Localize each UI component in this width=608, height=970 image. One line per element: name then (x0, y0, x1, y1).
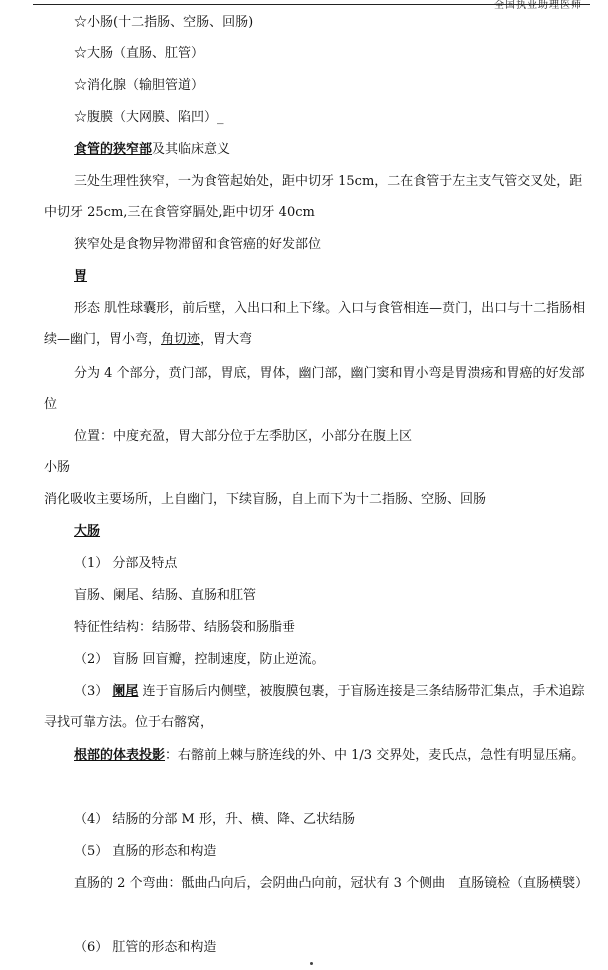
text-line: 狭窄处是食物异物滞留和食管癌的好发部位 (74, 237, 322, 252)
text-line: （5） 直肠的形态和构造 (74, 844, 217, 859)
text-line: （6） 肛管的形态和构造 (74, 940, 217, 955)
paragraph: 直肠的 2 个弯曲：骶曲凸向后，会阴曲凸向前，冠状有 3 个侧曲 直肠镜检（直肠横襞） (74, 876, 589, 891)
heading-bold: 大肠 (74, 524, 101, 539)
paragraph: 三处生理性狭窄，一为食管起始处，距中切牙 15cm，二在食管于左主支气管交叉处，距中切牙 25cm,三在食管穿膈处,距中切牙 40cm (44, 174, 583, 220)
footer-dot (310, 962, 313, 965)
paragraph: 根部的体表投影：右髂前上棘与脐连线的外、中 1/3 交界处，麦氏点，急性有明显压痛。 (74, 748, 585, 763)
section-heading (44, 134, 608, 165)
heading-bold: 食管的狭窄部 (74, 142, 153, 157)
underlined-term: 阑尾 (112, 684, 139, 699)
header-text: 全国执业助理医师 (494, 0, 582, 11)
section-heading (44, 516, 608, 547)
text-line: （4） 结肠的分部 M 形，升、横、降、乙状结肠 (74, 812, 355, 827)
heading-bold: 根部的体表投影 (74, 748, 166, 763)
text-line: ☆大肠（直肠、肛管） (74, 46, 205, 61)
text-line: ☆消化腺（输胆管道） (74, 78, 205, 93)
underlined-term: 角切迹 (161, 332, 201, 347)
text-line: 消化吸收主要场所，上自幽门，下续盲肠，自上而下为十二指肠、空肠、回肠 (44, 492, 487, 507)
text-line: 盲肠、阑尾、结肠、直肠和肛管 (74, 588, 257, 603)
heading-bold: 胃 (74, 269, 88, 284)
heading-rest: 及其临床意义 (152, 142, 231, 157)
text-line: 位置：中度充盈，胃大部分位于左季肋区，小部分在腹上区 (74, 429, 413, 444)
paragraph: （3） 阑尾 连于盲肠后内侧壁，被腹膜包裹，于盲肠连接是三条结肠带汇集点，手术追踪寻找可靠方法。位于右髂窝， (44, 684, 585, 730)
paragraph: 分为 4 个部分，贲门部，胃底，胃体，幽门部，幽门窦和胃小弯是胃溃疡和胃癌的好发部位 (44, 366, 585, 412)
text-line: 小肠 (44, 460, 71, 475)
text-line: 特征性结构：结肠带、结肠袋和肠脂垂 (74, 620, 296, 635)
text-line: ☆小肠(十二指肠、空肠、回肠) (74, 15, 254, 30)
text-line: （1） 分部及特点 (74, 556, 178, 571)
text-line: ☆腹膜（大网膜、陷凹）_ (74, 110, 224, 125)
section-heading (44, 261, 608, 292)
text-line: （2） 盲肠 回盲瓣，控制速度，防止逆流。 (74, 652, 325, 667)
paragraph: 形态 肌性球囊形，前后壁，入出口和上下缘。入口与食管相连—贲门，出口与十二指肠相续—幽门，胃小弯，角切迹，胃大弯 (44, 301, 586, 347)
